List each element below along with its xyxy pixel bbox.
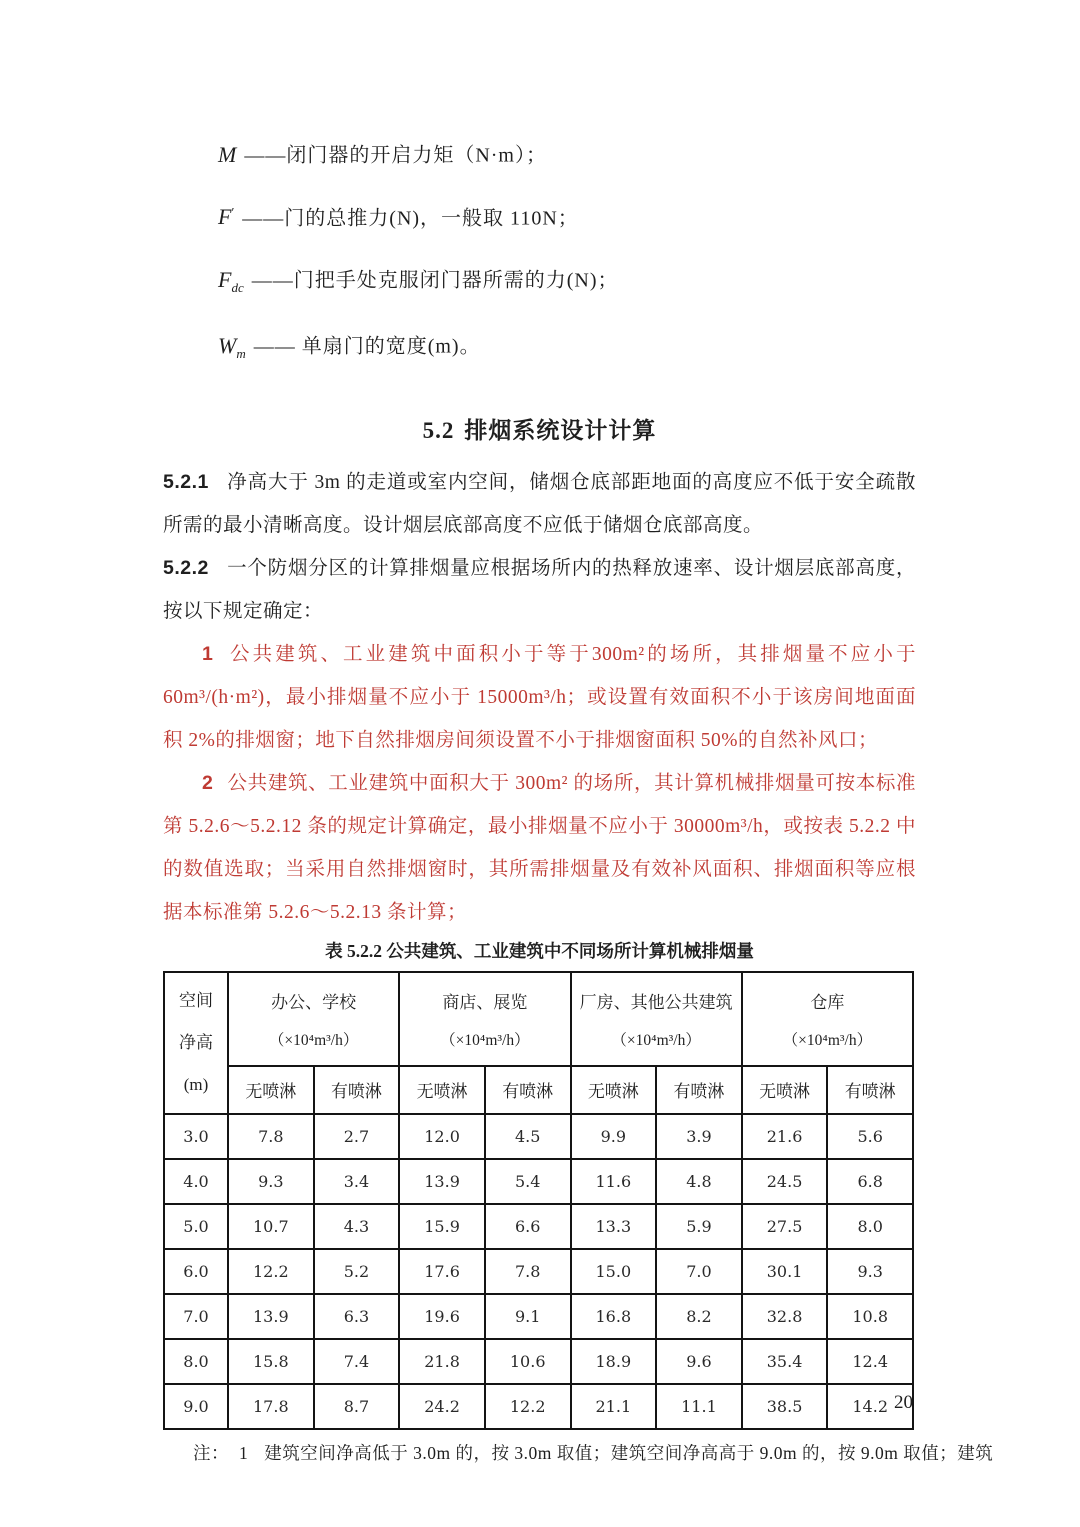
definition-line-fdc [218, 250, 916, 313]
table-cell: 10.7 [228, 1204, 314, 1249]
table-note [163, 1440, 994, 1465]
table-cell: 4.3 [314, 1204, 400, 1249]
clause-5-2-1 [163, 461, 916, 547]
table-body [164, 1114, 913, 1429]
table-cell: 13.9 [228, 1294, 314, 1339]
table-header [164, 972, 913, 1114]
table-caption: 表 5.2.2 公共建筑、工业建筑中不同场所计算机械排烟量 [325, 940, 754, 961]
table-cell: 9.3 [827, 1249, 913, 1294]
symbol-letter: W [218, 332, 237, 358]
mechanical-smoke-exhaust-table [163, 971, 914, 1430]
table-cell: 30.1 [742, 1249, 828, 1294]
row-clear-height-cell: 6.0 [164, 1249, 228, 1294]
clause-text: 一个防烟分区的计算排烟量应根据场所内的热释放速率、设计烟层底部高度，按以下规定确定： [163, 557, 916, 622]
clause-5-2-2 [163, 547, 916, 633]
symbol-f-prime [218, 204, 235, 230]
header-group-3 [742, 972, 913, 1066]
symbol-wm [218, 332, 246, 361]
row-clear-height-cell: 4.0 [164, 1159, 228, 1204]
table-row [164, 1339, 913, 1384]
table-cell: 13.9 [399, 1159, 485, 1204]
section-heading [163, 412, 916, 445]
table-cell: 4.5 [485, 1114, 571, 1159]
symbol-sub: dc [231, 279, 244, 295]
note-text: 建筑空间净高低于 3.0m 的，按 3.0m 取值；建筑空间净高高于 9.0m 的，按 9.0m 取值；建筑 [264, 1442, 994, 1463]
symbol-sup: ′ [231, 204, 235, 220]
table-cell: 14.2 [827, 1384, 913, 1429]
definition-text: ——门的总推力(N)，一般取 110N； [242, 207, 579, 230]
table-cell: 17.8 [228, 1384, 314, 1429]
definition-line-f-prime [218, 188, 916, 251]
table-cell: 5.6 [827, 1114, 913, 1159]
table-cell: 6.3 [314, 1294, 400, 1339]
table-cell: 7.8 [485, 1249, 571, 1294]
clause-number: 5.2.1 [163, 470, 209, 493]
group-unit: （×10⁴m³/h） [268, 1031, 359, 1049]
group-name: 办公、学校 [271, 992, 357, 1012]
red-item-1 [163, 633, 916, 762]
symbol-sub: m [236, 345, 246, 361]
table-cell: 9.9 [571, 1114, 657, 1159]
item-text: 公共建筑、工业建筑中面积大于 300m² 的场所，其计算机械排烟量可按本标准第 5.2.6～5.2.12 条的规定计算确定，最小排烟量不应小于 30000m³/h，或按表 5.2.2 中的数值选取；当采用自然排烟窗时，其所需排烟量及有效补风面积、排烟面积等应根据本标准第 5.2.6～5.2.13 条计算； [163, 772, 916, 923]
table-cell: 8.2 [656, 1294, 742, 1339]
table-cell: 19.6 [399, 1294, 485, 1339]
row-clear-height-cell: 3.0 [164, 1114, 228, 1159]
table-cell: 15.8 [228, 1339, 314, 1384]
table-cell: 16.8 [571, 1294, 657, 1339]
row-clear-height-cell: 5.0 [164, 1204, 228, 1249]
table-cell: 12.4 [827, 1339, 913, 1384]
table-row [164, 1384, 913, 1429]
table-cell: 6.8 [827, 1159, 913, 1204]
table-cell: 5.9 [656, 1204, 742, 1249]
header-sprinkler-cell: 无喷淋 [742, 1066, 828, 1114]
table-cell: 12.2 [485, 1384, 571, 1429]
header-sprinkler-row [164, 1066, 913, 1114]
header-group-1 [399, 972, 570, 1066]
page-number: 20 [894, 1392, 913, 1413]
symbol-letter: M [218, 141, 237, 167]
table-cell: 32.8 [742, 1294, 828, 1339]
header-sprinkler-cell: 无喷淋 [228, 1066, 314, 1114]
table-cell: 38.5 [742, 1384, 828, 1429]
header-group-2 [571, 972, 742, 1066]
header-sprinkler-cell: 无喷淋 [399, 1066, 485, 1114]
group-unit: （×10⁴m³/h） [611, 1031, 701, 1049]
table-cell: 24.5 [742, 1159, 828, 1204]
table-cell: 12.2 [228, 1249, 314, 1294]
row-clear-height-cell: 8.0 [164, 1339, 228, 1384]
header-sprinkler-cell: 有喷淋 [656, 1066, 742, 1114]
table-cell: 35.4 [742, 1339, 828, 1384]
header-group-row [164, 972, 913, 1066]
table-cell: 13.3 [571, 1204, 657, 1249]
table-row [164, 1249, 913, 1294]
group-name: 厂房、其他公共建筑 [579, 992, 733, 1012]
table-cell: 2.7 [314, 1114, 400, 1159]
table-cell: 4.8 [656, 1159, 742, 1204]
table-cell: 9.1 [485, 1294, 571, 1339]
header-sprinkler-cell: 有喷淋 [314, 1066, 400, 1114]
clause-number: 5.2.2 [163, 556, 209, 579]
table-cell: 6.6 [485, 1204, 571, 1249]
red-item-2 [163, 762, 916, 934]
table-cell: 3.9 [656, 1114, 742, 1159]
table-cell: 9.6 [656, 1339, 742, 1384]
header-line: (m) [183, 1074, 209, 1094]
definition-text: ——门把手处克服闭门器所需的力(N)； [251, 269, 619, 292]
table-cell: 7.4 [314, 1339, 400, 1384]
table-cell: 21.8 [399, 1339, 485, 1384]
table-row [164, 1204, 913, 1249]
clause-text: 净高大于 3m 的走道或室内空间，储烟仓底部距地面的高度应不低于安全疏散所需的最小清晰高度。设计烟层底部高度不应低于储烟仓底部高度。 [163, 471, 916, 536]
group-name: 仓库 [810, 992, 845, 1012]
item-text: 公共建筑、工业建筑中面积小于等于300m²的场所，其排烟量不应小于60m³/(h·m²)，最小排烟量不应小于 15000m³/h；或设置有效面积不小于该房间地面面积 2%的排烟窗；地下自然排烟房间须设置不小于排烟窗面积 50%的自然补风口； [163, 643, 916, 751]
table-cell: 17.6 [399, 1249, 485, 1294]
symbol-fdc [218, 266, 244, 295]
note-number: 1 [239, 1442, 249, 1463]
header-line: 空间 [179, 990, 213, 1010]
table-cell: 11.6 [571, 1159, 657, 1204]
symbol-letter: F [218, 266, 232, 292]
symbol-letter: F [218, 204, 232, 230]
header-sprinkler-cell: 有喷淋 [827, 1066, 913, 1114]
definition-line-wm [218, 313, 916, 382]
header-sprinkler-cell: 无喷淋 [571, 1066, 657, 1114]
table-cell: 15.9 [399, 1204, 485, 1249]
table-cell: 5.4 [485, 1159, 571, 1204]
table-cell: 18.9 [571, 1339, 657, 1384]
header-space-clear-height [164, 972, 228, 1114]
table-cell: 10.6 [485, 1339, 571, 1384]
table-cell: 15.0 [571, 1249, 657, 1294]
item-number: 2 [202, 771, 214, 794]
table-cell: 21.1 [571, 1384, 657, 1429]
symbol-definitions [163, 125, 916, 382]
table-cell: 7.8 [228, 1114, 314, 1159]
group-unit: （×10⁴m³/h） [782, 1031, 873, 1049]
row-clear-height-cell: 7.0 [164, 1294, 228, 1339]
table-cell: 7.0 [656, 1249, 742, 1294]
table-cell: 12.0 [399, 1114, 485, 1159]
item-number: 1 [202, 642, 214, 665]
table-cell: 10.8 [827, 1294, 913, 1339]
note-prefix: 注： [193, 1442, 229, 1463]
table-row [164, 1114, 913, 1159]
symbol-m [218, 141, 237, 167]
table-cell: 21.6 [742, 1114, 828, 1159]
table-cell: 8.7 [314, 1384, 400, 1429]
definition-text: ——闭门器的开启力矩（N·m）； [244, 144, 547, 167]
table-cell: 8.0 [827, 1204, 913, 1249]
table-cell: 9.3 [228, 1159, 314, 1204]
header-line: 净高 [179, 1032, 213, 1052]
table-cell: 27.5 [742, 1204, 828, 1249]
header-group-0 [228, 972, 399, 1066]
section-title: 排烟系统设计计算 [464, 417, 657, 443]
table-row [164, 1159, 913, 1204]
group-name: 商店、展览 [442, 992, 528, 1012]
group-unit: （×10⁴m³/h） [440, 1031, 530, 1049]
table-cell: 3.4 [314, 1159, 400, 1204]
definition-text: —— 单扇门的宽度(m)。 [253, 335, 481, 358]
table-cell: 24.2 [399, 1384, 485, 1429]
header-sprinkler-cell: 有喷淋 [485, 1066, 571, 1114]
definition-line-m [218, 125, 916, 188]
section-number: 5.2 [422, 417, 455, 443]
table-row [164, 1294, 913, 1339]
table-cell: 11.1 [656, 1384, 742, 1429]
table-cell: 5.2 [314, 1249, 400, 1294]
row-clear-height-cell: 9.0 [164, 1384, 228, 1429]
